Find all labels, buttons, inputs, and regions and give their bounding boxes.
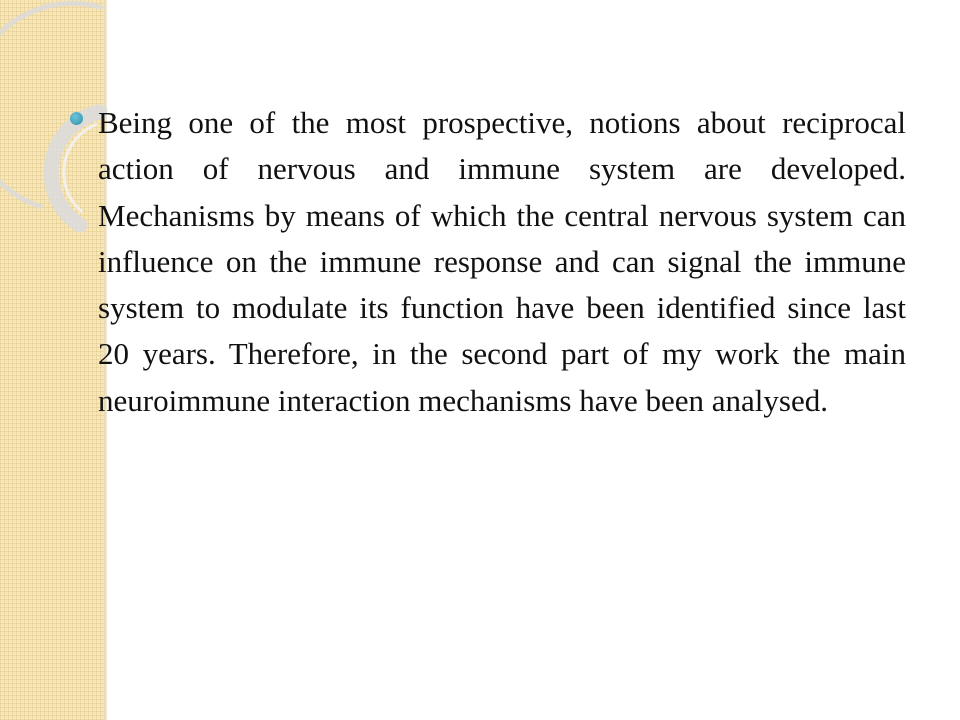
bullet-icon	[70, 112, 83, 125]
bullet-text: Being one of the most prospective, notions about reciprocal action of nervous and immune system are developed. Mechanisms by means of which the central nervous system can influence on the immune response and can signal the immune system to modulate its function have been identified since last 20 years. Therefore, in the second part of my work the main neuroimmune interaction mechanisms have been analysed.	[98, 105, 906, 418]
inner-ring-arc	[51, 112, 100, 225]
